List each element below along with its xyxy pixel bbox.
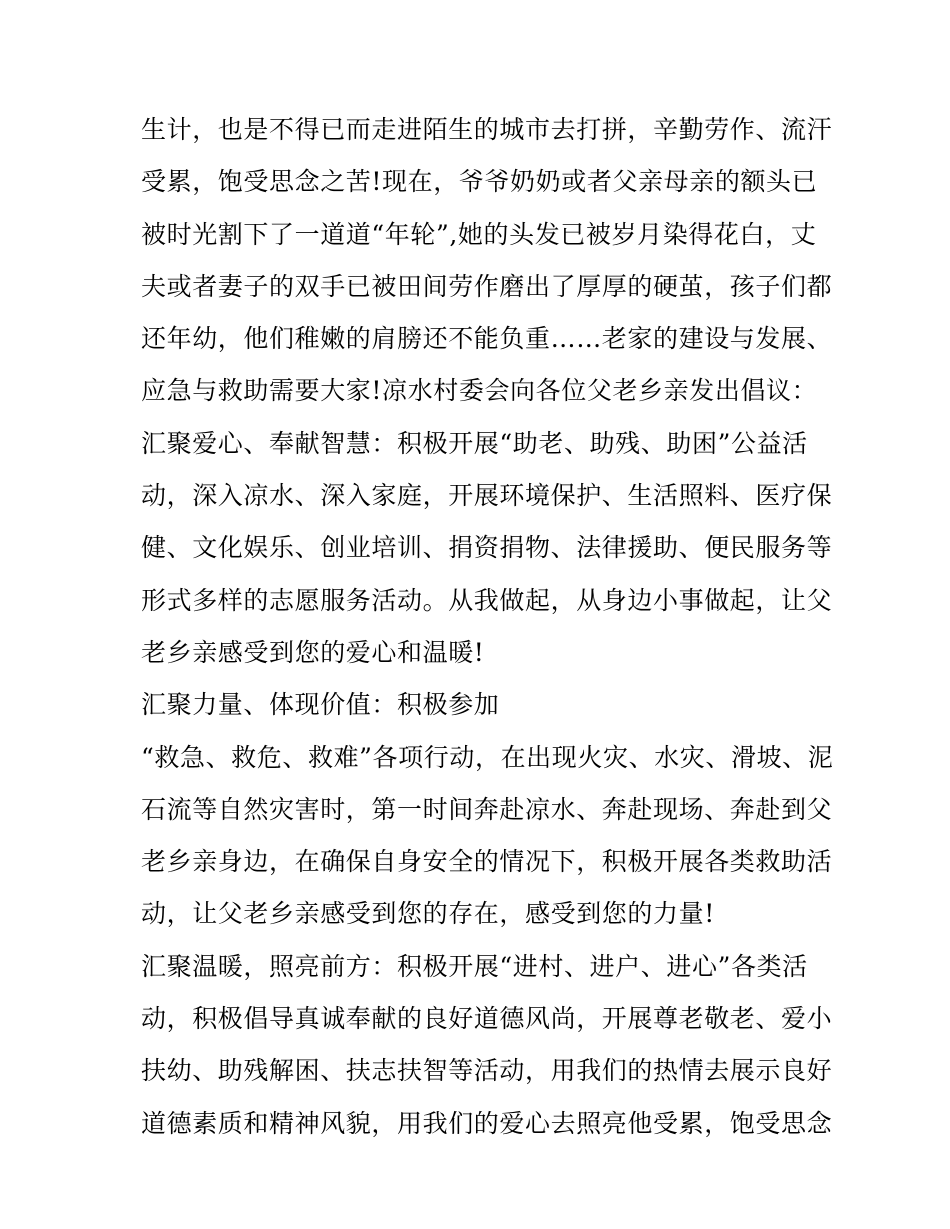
text-line: 生计，也是不得已而走进陌生的城市去打拼，辛勤劳作、流汗 [141,115,833,144]
text-line: 扶幼、助残解困、扶志扶智等活动，用我们的热情去展示良好 [141,1056,833,1086]
text-line: 动，让父老乡亲感受到您的存在，感受到您的力量! [141,899,715,929]
text-line: 动，深入凉水、深入家庭，开展环境保护、生活照料、医疗保 [141,481,833,511]
text-line: 动，积极倡导真诚奉献的良好道德风尚，开展尊老敬老、爱小 [141,1004,833,1034]
text-line: 形式多样的志愿服务活动。从我做起，从身边小事做起，让父 [141,585,833,615]
text-line: 应急与救助需要大家!凉水村委会向各位父老乡亲发出倡议： [141,376,818,406]
text-line: “救急、救危、救难”各项行动，在出现火灾、水灾、滑坡、泥 [141,742,834,772]
text-line: 汇聚爱心、奉献智慧：积极开展“助老、助残、助困”公益活 [141,428,808,458]
text-line: 被时光割下了一道道“年轮”,她的头发已被岁月染得花白，丈 [141,219,817,249]
text-line: 老乡亲身边，在确保自身安全的情况下，积极开展各类救助活 [141,847,833,877]
text-line: 还年幼，他们稚嫩的肩膀还不能负重……老家的建设与发展、 [141,324,833,354]
text-line: 健、文化娱乐、创业培训、捐资捐物、法律援助、便民服务等 [141,533,833,563]
text-line: 老乡亲感受到您的爱心和温暖! [141,637,485,667]
text-line: 汇聚力量、体现价值：积极参加 [141,690,500,720]
text-line: 夫或者妻子的双手已被田间劳作磨出了厚厚的硬茧，孩子们都 [141,271,833,301]
text-line: 受累，饱受思念之苦!现在，爷爷奶奶或者父亲母亲的额头已 [141,167,818,197]
text-line: 石流等自然灾害时，第一时间奔赴凉水、奔赴现场、奔赴到父 [141,794,833,824]
text-line: 道德素质和精神风貌，用我们的爱心去照亮他受累，饱受思念 [141,1108,833,1138]
text-line: 汇聚温暖，照亮前方：积极开展“进村、进户、进心”各类活 [141,951,808,981]
body-text [141,104,834,1150]
